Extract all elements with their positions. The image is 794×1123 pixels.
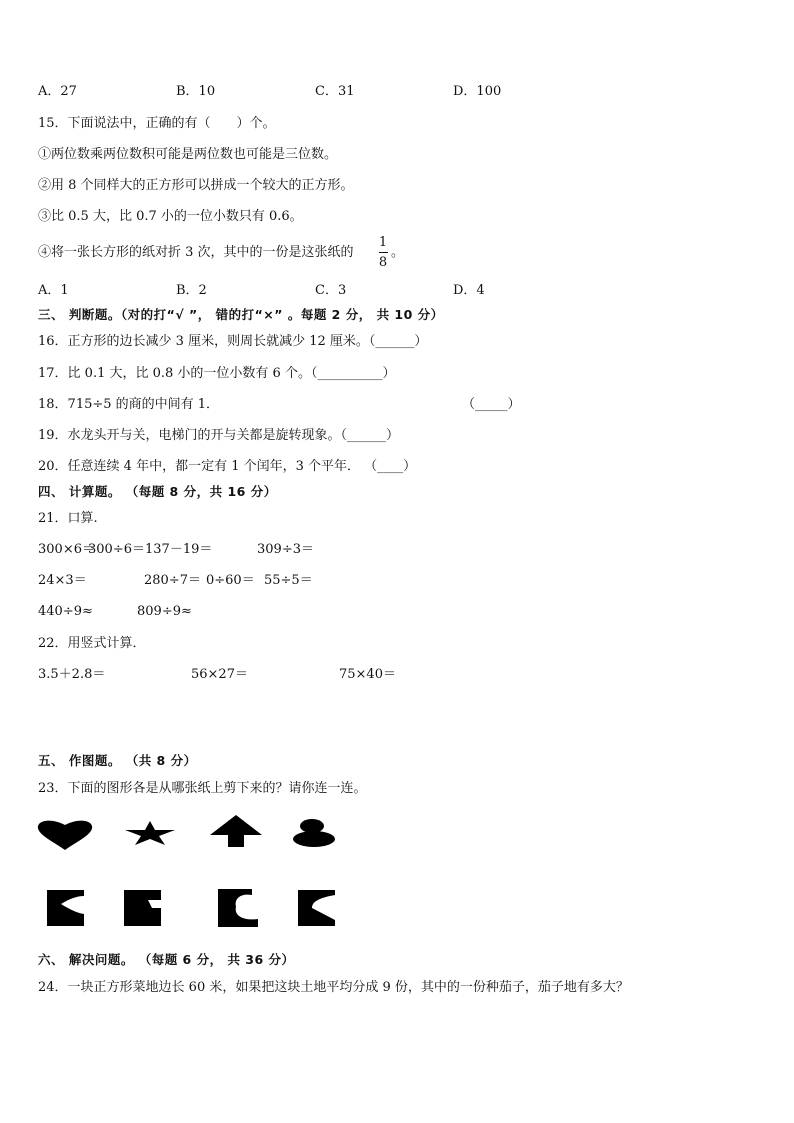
calc-r2-4: 55÷5＝ [264, 573, 313, 588]
fraction-bar [379, 252, 388, 253]
q23-stem: 23．下面的图形各是从哪张纸上剪下来的？请你连一连。 [38, 781, 367, 796]
q22-stem: 22．用竖式计算． [38, 636, 146, 651]
section-5-title: 五、 作图题。 （共 8 分） [38, 753, 197, 768]
q14-option-c: C．31 [315, 84, 355, 99]
q15-option-a: A．1 [38, 283, 69, 298]
q15-option-b: B．2 [176, 283, 207, 298]
calc-r1-3: 137－19＝ [145, 542, 213, 557]
calc-r1-4: 309÷3＝ [257, 542, 314, 557]
calc-r3-1: 440÷9≈ [38, 604, 93, 619]
q19: 19．水龙头开与关，电梯门的开与关都是旋转现象。（______） [38, 428, 400, 443]
q15-item-4-period: 。 [391, 245, 405, 260]
calc-r2-2: 280÷7＝ [144, 573, 201, 588]
q16: 16．正方形的边长减少 3 厘米，则周长就减少 12 厘米。（______） [38, 334, 428, 349]
calc-r2-1: 24×3＝ [38, 573, 87, 588]
section-4-title: 四、 计算题。 （每题 8 分，共 16 分） [38, 484, 277, 499]
section-3-title: 三、 判断题。（对的打“√ ”， 错的打“×” 。每题 2 分， 共 10 分） [38, 307, 444, 322]
paper-arrow-notch [298, 890, 336, 926]
calc-r3-2: 809÷9≈ [137, 604, 192, 619]
q21-stem: 21．口算. [38, 511, 98, 526]
q14-option-b: B．10 [176, 84, 216, 99]
q15-stem: 15．下面说法中，正确的有（ ）个。 [38, 116, 276, 131]
q17: 17．比 0.1 大，比 0.8 小的一位小数有 6 个。（__________） [38, 366, 396, 381]
q18-answer-blank: （_____） [462, 397, 521, 412]
q22-item-2: 56×27＝ [191, 667, 248, 682]
q14-option-d: D．100 [453, 84, 502, 99]
q15-option-d: D．4 [453, 283, 485, 298]
arrow-tree-shape [208, 814, 264, 848]
q15-item-2: ②用 8 个同样大的正方形可以拼成一个较大的正方形。 [38, 178, 354, 193]
q15-option-c: C．3 [315, 283, 347, 298]
star-shape [124, 820, 176, 846]
q14-option-a: A．27 [38, 84, 77, 99]
q22-item-1: 3.5＋2.8＝ [38, 667, 106, 682]
q15-item-1: ①两位数乘两位数积可能是两位数也可能是三位数。 [38, 147, 338, 162]
q22-item-3: 75×40＝ [339, 667, 396, 682]
cloud-shape [292, 818, 336, 848]
q20: 20．任意连续 4 年中，都一定有 1 个闰年，3 个平年． （____） [38, 459, 417, 474]
fraction-numerator: 1 [378, 235, 388, 250]
q24-stem: 24．一块正方形菜地边长 60 米，如果把这块土地平均分成 9 份，其中的一份种茄子，茄子地有多大？ [38, 980, 629, 995]
calc-r1-1: 300×6＝ [38, 542, 95, 557]
calc-r1-2: 300÷6＝ [88, 542, 145, 557]
paper-heart-notch [47, 890, 85, 926]
fraction-one-eighth [376, 236, 390, 269]
paper-star-notch [124, 890, 162, 926]
q15-item-4: ④将一张长方形的纸对折 3 次，其中的一份是这张纸的 [38, 245, 354, 260]
fraction-denominator: 8 [378, 255, 388, 270]
paper-cloud-notch [218, 889, 258, 927]
section-6-title: 六、 解决问题。 （每题 6 分， 共 36 分） [38, 952, 295, 967]
heart-shape [36, 818, 94, 852]
q15-item-3: ③比 0.5 大，比 0.7 小的一位小数只有 0.6。 [38, 209, 303, 224]
q18: 18．715÷5 的商的中间有 1． [38, 397, 220, 412]
calc-r2-3: 0÷60＝ [206, 573, 255, 588]
